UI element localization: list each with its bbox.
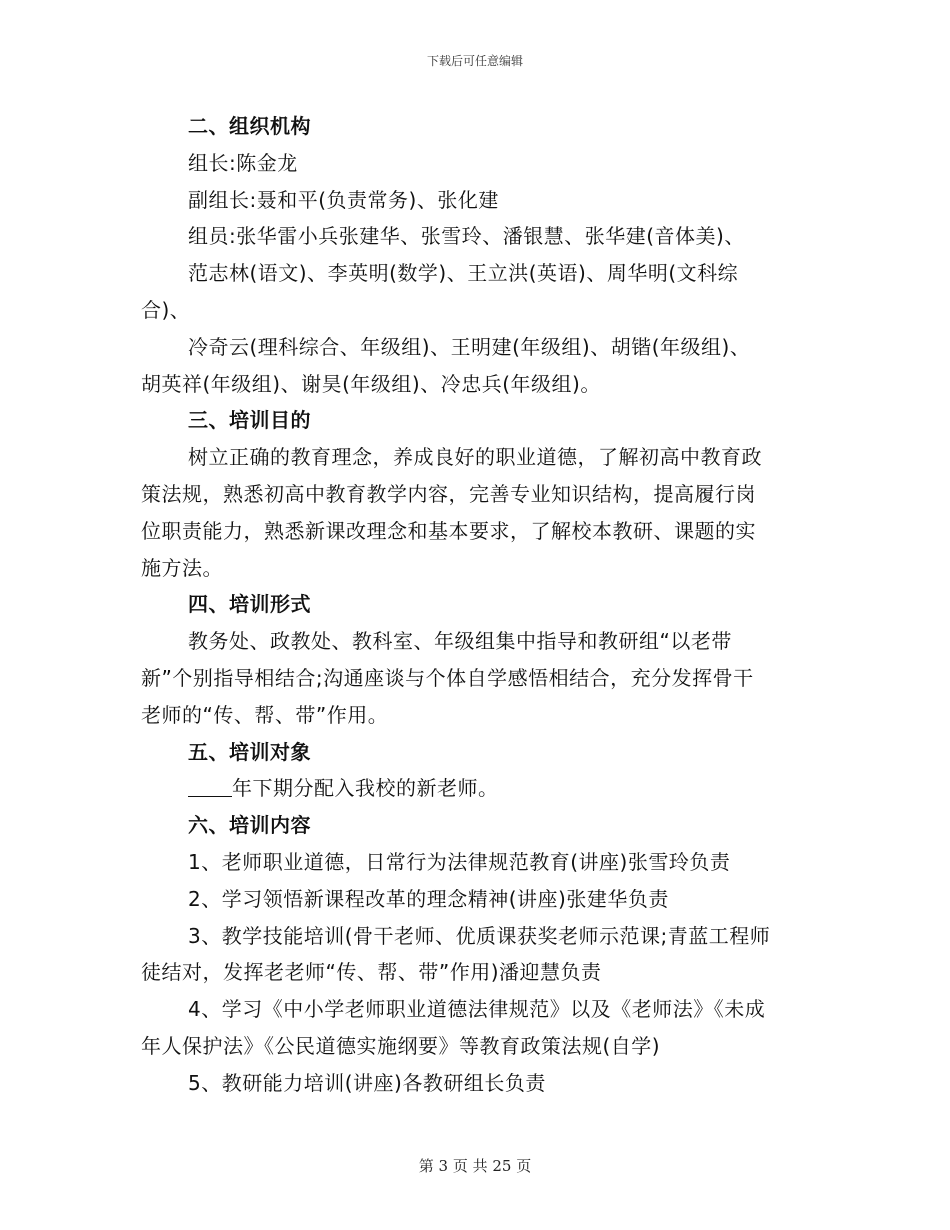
target-line xyxy=(141,770,809,807)
paragraph-line: 新”个别指导相结合;沟通座谈与个体自学感悟相结合，充分发挥骨干 xyxy=(141,665,754,690)
paragraph-line: 教务处、政教处、教科室、年级组集中指导和教研组“以老带 xyxy=(188,629,732,654)
section-heading-target: 五、培训对象 xyxy=(188,739,311,764)
org-members-line: 胡英祥(年级组)、谢昊(年级组)、冷忠兵(年级组)。 xyxy=(141,371,601,396)
paragraph-line: 老师的“传、帮、带”作用。 xyxy=(141,702,389,727)
content-item-continued: 徒结对，发挥老老师“传、帮、带”作用)潘迎慧负责 xyxy=(141,960,602,985)
section-heading-goal: 三、培训目的 xyxy=(188,408,311,433)
org-members-line: 范志林(语文)、李英明(数学)、王立洪(英语)、周华明(文科综 xyxy=(188,261,739,286)
org-deputy: 副组长:聂和平(负责常务)、张化建 xyxy=(188,187,499,212)
org-members-line: 组员:张华雷小兵张建华、张雪玲、潘银慧、张华建(音体美)、 xyxy=(188,224,745,249)
content-item: 5、教研能力培训(讲座)各教研组长负责 xyxy=(188,1070,546,1095)
section-heading-content: 六、培训内容 xyxy=(188,813,311,838)
year-blank xyxy=(188,778,232,797)
section-heading-form: 四、培训形式 xyxy=(188,592,311,617)
content-item: 3、教学技能培训(骨干老师、优质课获奖老师示范课;青蓝工程师 xyxy=(188,923,771,948)
section-heading-org: 二、组织机构 xyxy=(188,114,311,138)
paragraph-line: 策法规，熟悉初高中教育教学内容，完善专业知识结构，提高履行岗 xyxy=(141,481,756,506)
org-leader: 组长:陈金龙 xyxy=(188,150,298,175)
content-item-continued: 年人保护法》《公民道德实施纲要》等教育政策法规(自学) xyxy=(141,1033,661,1058)
content-item: 2、学习领悟新课程改革的理念精神(讲座)张建华负责 xyxy=(188,886,669,911)
content-item: 4、学习《中小学老师职业道德法律规范》以及《老师法》《未成 xyxy=(188,997,766,1022)
paragraph-line: 施方法。 xyxy=(141,555,223,580)
target-text: 年下期分配入我校的新老师。 xyxy=(232,776,499,801)
org-members-line: 冷奇云(理科综合、年级组)、王明建(年级组)、胡锴(年级组)、 xyxy=(188,334,751,359)
content-item: 1、老师职业道德，日常行为法律规范教育(讲座)张雪玲负责 xyxy=(188,849,731,874)
paragraph-line: 树立正确的教育理念，养成良好的职业道德，了解初高中教育政 xyxy=(188,445,762,470)
page-number-footer: 第 3 页 共 25 页 xyxy=(418,1157,532,1175)
org-members-line: 合)、 xyxy=(141,297,191,322)
document-body xyxy=(141,108,809,1102)
paragraph-line: 位职责能力，熟悉新课改理念和基本要求，了解校本教研、课题的实 xyxy=(141,518,756,543)
page-header-note: 下载后可任意编辑 xyxy=(426,54,523,68)
